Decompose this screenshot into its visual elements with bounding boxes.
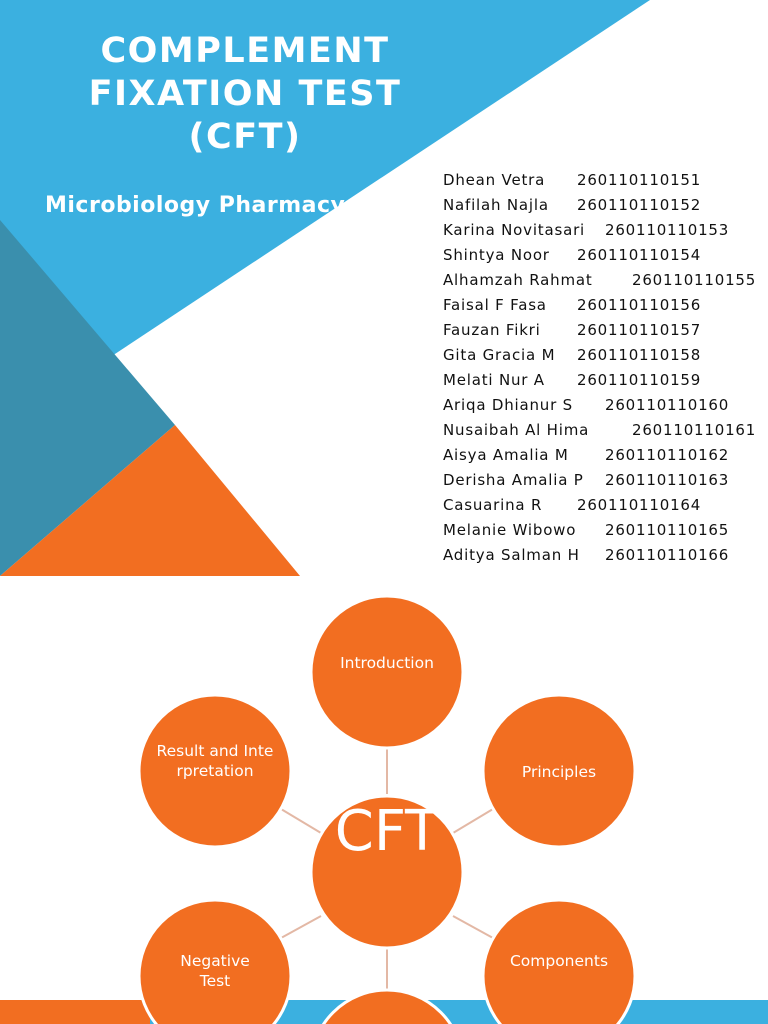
member-id: 260110110161	[632, 421, 757, 439]
member-id: 260110110152	[577, 196, 702, 214]
member-id: 260110110155	[632, 271, 757, 289]
member-name: Faisal F Fasa	[443, 296, 547, 314]
member-name: Nafilah Najla	[443, 196, 549, 214]
member-id: 260110110158	[577, 346, 702, 364]
member-name: Casuarina R	[443, 496, 543, 514]
member-name: Karina Novitasari	[443, 221, 586, 239]
node-label-result: Result and Interpretation	[156, 742, 274, 780]
orange-bottom-bar	[0, 1000, 150, 1024]
center-label-cft: CFT	[334, 799, 440, 864]
member-id: 260110110166	[605, 546, 730, 564]
slide-subtitle: Microbiology Pharmacy	[45, 193, 346, 218]
member-name: Aditya Salman H	[443, 546, 580, 564]
member-name: Melanie Wibowo	[443, 521, 577, 539]
member-name: Shintya Noor	[443, 246, 550, 264]
member-name: Derisha Amalia P	[443, 471, 584, 489]
node-label-principles: Principles	[521, 763, 597, 781]
member-name: Alhamzah Rahmat	[443, 271, 593, 289]
node-label-introduction: Introduction	[340, 654, 434, 672]
member-name: Dhean Vetra	[443, 171, 546, 189]
member-name: Nusaibah Al Hima	[443, 421, 590, 439]
member-name: Gita Gracia M	[443, 346, 556, 364]
member-id: 260110110153	[605, 221, 730, 239]
member-id: 260110110157	[577, 321, 702, 339]
member-id: 260110110165	[605, 521, 730, 539]
title-line-1: COMPLEMENT	[100, 31, 390, 71]
slide-title	[60, 30, 430, 159]
member-id: 260110110151	[577, 171, 702, 189]
overview-slide	[0, 576, 768, 1024]
member-id: 260110110159	[577, 371, 702, 389]
member-id: 260110110160	[605, 396, 730, 414]
member-name: Aisya Amalia M	[443, 446, 569, 464]
title-line-3: (CFT)	[188, 117, 302, 157]
member-name: Fauzan Fikri	[443, 321, 541, 339]
connector-negative-test	[281, 916, 321, 938]
member-id: 260110110164	[577, 496, 702, 514]
title-line-2: FIXATION TEST	[88, 74, 402, 114]
node-label-components: Components	[509, 952, 609, 970]
member-name: Melati Nur A	[443, 371, 545, 389]
node-label-negative-test: Negative Test	[180, 952, 250, 990]
member-id: 260110110154	[577, 246, 702, 264]
member-id: 260110110163	[605, 471, 730, 489]
member-id: 260110110162	[605, 446, 730, 464]
connector-components	[453, 916, 493, 938]
member-name: Ariqa Dhianur S	[443, 396, 573, 414]
member-id: 260110110156	[577, 296, 702, 314]
